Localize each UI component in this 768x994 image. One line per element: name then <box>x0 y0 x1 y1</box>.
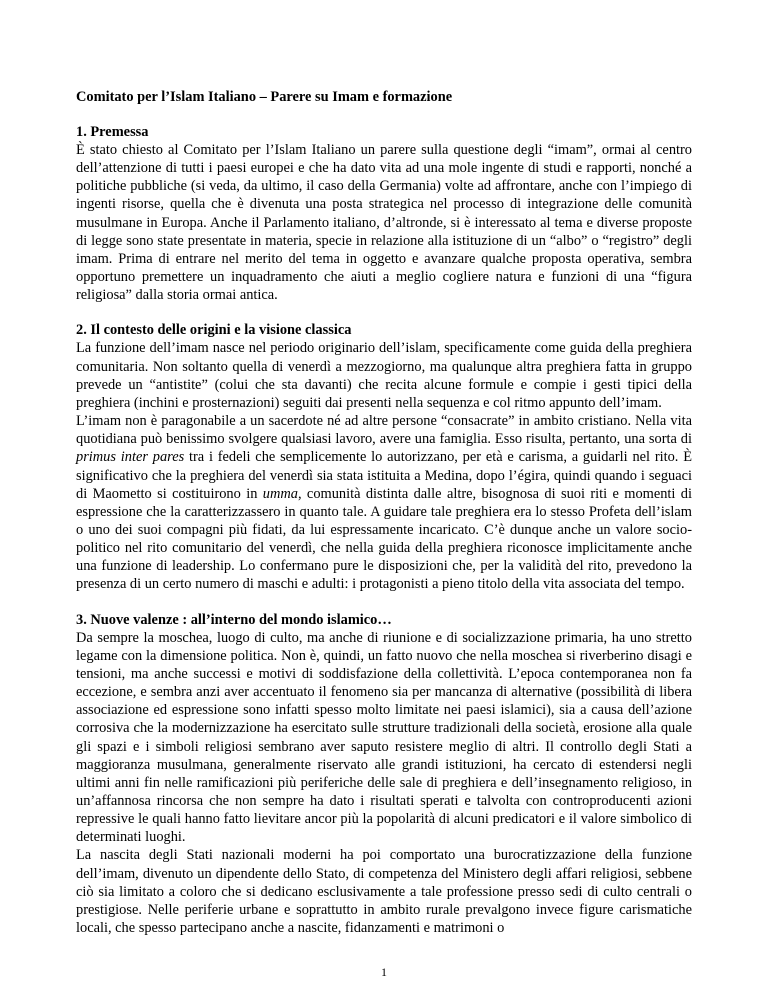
text-run: La funzione dell’imam nasce nel periodo originario dell’islam, specificamente come guida della preghiera comunitaria. Non soltanto quella di venerdì a mezzogiorno, ma qualunque altra preghiera fatta in gruppo prevede un “antistite” (colui che sta davanti) che recita alcune formule e compie i gesti tipici della preghiera (inchini e prosternazioni) seguiti dai presenti nella sequenza e col ritmo appunto dell’imam. <box>76 340 692 411</box>
italic-term: umma <box>262 485 298 502</box>
text-run: L’imam non è paragonabile a un sacerdote né ad altre persone “consacrate” in ambito cristiano. Nella vita quotidiana può benissimo svolgere qualsiasi lavoro, avere una famiglia. Esso risulta, pertanto, una sorta di <box>76 413 692 448</box>
document-body <box>76 123 692 937</box>
italic-term: primus inter pares <box>76 449 185 466</box>
page-number: 1 <box>381 965 387 979</box>
text-run: Da sempre la moschea, luogo di culto, ma anche di riunione e di socializzazione primaria, ha uno stretto legame con la dimensione politica. Non è, quindi, un fatto nuovo che nella moschea si riverberino disagi e tensioni, ma anche successi e motivi di soddisfazione della collettività. L’epoca contemporanea non fa eccezione, e sembra anzi aver accentuato il fenomeno sia per mancanza di alternative (possibilità di libera associazione ed espressione sono infatti spesso molto limitate nei paesi islamici), sia a causa dell’azione corrosiva che la modernizzazione ha esercitato sulle strutture tradizionali della società, erosione alla quale gli spazi e i simboli religiosi sembrano aver saputo resistere meglio di altri. Il controllo degli Stati a maggioranza musulmana, generalmente riservato alle grandi istituzioni, ha cercato di estendersi negli ultimi anni fin nelle ramificazioni più periferiche delle sale di preghiera e dell’insegnamento religioso, in un’affannosa rincorsa che non sempre ha dato i risultati sperati e talvolta con controproducenti azioni repressive le quali hanno fatto lievitare ancor più la popolarità di alcuni predicatori e il valore simbolico di determinati luoghi. <box>76 629 692 846</box>
paragraph <box>76 141 692 304</box>
paragraph <box>76 846 692 937</box>
text-run: La nascita degli Stati nazionali moderni ha poi comportato una burocratizzazione della funzione dell’imam, divenuto un dipendente dello Stato, di competenza del Ministero degli affari religiosi, sebbene ciò sia limitato a coloro che si dedicano esclusivamente a tale professione presso sedi di culto centrali o prestigiose. Nelle periferie urbane e soprattutto in ambito rurale prevalgono invece figure carismatiche locali, che spesso partecipano anche a nascite, fidanzamenti e matrimoni o <box>76 847 692 937</box>
section <box>76 123 692 304</box>
section-heading: 3. Nuove valenze : all’interno del mondo islamico… <box>76 611 392 628</box>
text-run: , comunità distinta dalle altre, bisognosa di suoi riti e momenti di espressione che la caratterizzassero in quanto tale. A guidare tale preghiera era lo stesso Profeta dell’islam o uno dei suoi compagni più fidati, da lui espressamente incaricato. C’è dunque anche un valore socio-politico nel rito comunitario del venerdì, che nella guida della preghiera riconosce implicitamente anche una funzione di leadership. Lo confermano pure le disposizioni che, per la validità del rito, prevedono la presenza di un certo numero di maschi e adulti: i protagonisti a pieno titolo della vita associata del tempo. <box>76 485 692 593</box>
text-run: È stato chiesto al Comitato per l’Islam Italiano un parere sulla questione degli “imam”, ormai al centro dell’attenzione di tutti i paesi europei e che ha dato vita ad una mole ingente di studi e rapporti, nonché a politiche pubbliche (si veda, da ultimo, il caso della Germania) volte ad affrontare, anche con l’impiego di ingenti risorse, quella che è divenuta una posta strategica nel processo di integrazione delle comunità musulmane in Europa. Anche il Parlamento italiano, d’altronde, si è interessato al tema e diverse proposte di legge sono state presentate in materia, specie in relazione alla istituzione di un “albo” o “registro” degli imam. Prima di entrare nel merito del tema in oggetto e avanzare qualche proposta operativa, sembra opportuno premettere un inquadramento che aiuti a meglio cogliere natura e funzioni di una “figura religiosa” dalla storia ormai antica. <box>76 142 692 304</box>
paragraph <box>76 339 692 412</box>
paragraph <box>76 629 692 847</box>
document-title: Comitato per l’Islam Italiano – Parere su Imam e formazione <box>76 89 453 105</box>
text-run: tra i fedeli che semplicemente lo autorizzano, per età e carisma, a guidarli nel rito. È significativo che la preghiera del venerdì sia stata istituita a Medina, dopo l’égira, quindi quando i seguaci di Maometto si costituirono in <box>76 449 692 502</box>
section-heading: 2. Il contesto delle origini e la visione classica <box>76 322 352 339</box>
paragraph <box>76 412 692 594</box>
section <box>76 321 692 593</box>
section-heading: 1. Premessa <box>76 124 149 140</box>
section <box>76 611 692 938</box>
